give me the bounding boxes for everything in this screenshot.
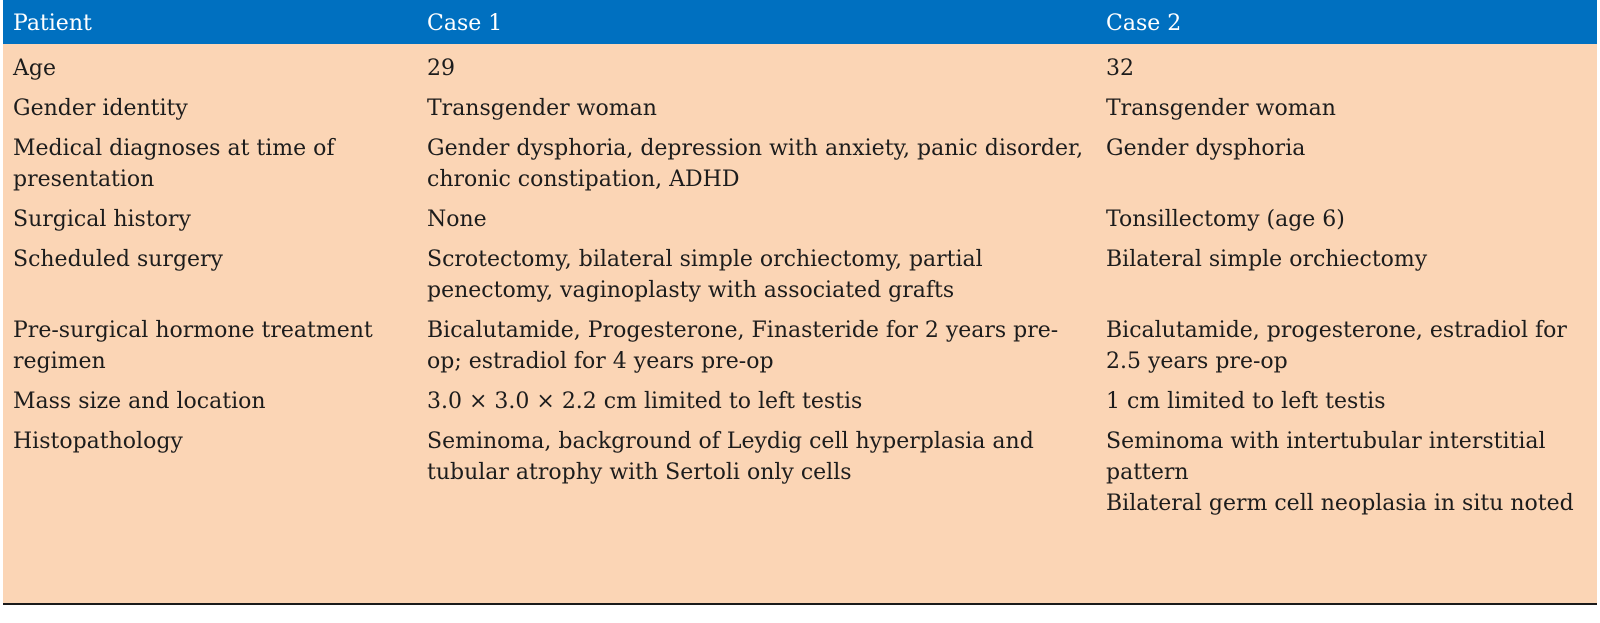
- table-row-mass-size-location: [3, 383, 1597, 423]
- case-1-value: 29: [427, 56, 455, 81]
- patient-case-table: [3, 0, 1597, 525]
- table-row-gender-identity: [3, 90, 1597, 130]
- table-row-scheduled-surgery: [3, 241, 1597, 312]
- patient-case-table-container: [3, 0, 1597, 605]
- row-label: Medical diagnoses at time of presentation: [13, 136, 335, 192]
- row-label: Histopathology: [13, 429, 183, 454]
- case-2-value: Gender dysphoria: [1106, 136, 1306, 161]
- case-1-value: Transgender woman: [427, 96, 657, 121]
- row-label: Surgical history: [13, 207, 191, 232]
- row-label: Scheduled surgery: [13, 247, 223, 272]
- case-1-value: Seminoma, background of Leydig cell hyperplasia and tubular atrophy with Sertoli only cells: [427, 429, 1034, 485]
- table-row-hormone-regimen: [3, 312, 1597, 383]
- header-case-1: Case 1: [427, 11, 503, 36]
- header-row: [3, 0, 1597, 44]
- table-header: [3, 0, 1597, 44]
- table-body: [3, 44, 1597, 525]
- table-row-surgical-history: [3, 201, 1597, 241]
- case-2-value: Bicalutamide, progesterone, estradiol for 2.5 years pre-op: [1106, 318, 1567, 374]
- case-2-value: 1 cm limited to left testis: [1106, 389, 1386, 414]
- case-1-value: 3.0 × 3.0 × 2.2 cm limited to left testis: [427, 389, 863, 414]
- case-1-value: Gender dysphoria, depression with anxiety, panic disorder, chronic constipation, ADHD: [427, 136, 1084, 192]
- table-row-histopathology: [3, 423, 1597, 525]
- row-label: Gender identity: [13, 96, 188, 121]
- row-label: Age: [13, 56, 56, 81]
- table-row-medical-diagnoses: [3, 130, 1597, 201]
- case-2-histopathology-line: Seminoma with intertubular interstitial pattern: [1106, 429, 1546, 485]
- case-2-value: 32: [1106, 56, 1134, 81]
- row-label: Pre-surgical hormone treatment regimen: [13, 318, 373, 374]
- case-1-value: Scrotectomy, bilateral simple orchiectomy, partial penectomy, vaginoplasty with associated grafts: [427, 247, 983, 303]
- table-row-age: [3, 44, 1597, 90]
- header-case-2: Case 2: [1106, 11, 1182, 36]
- case-2-value: [1096, 423, 1597, 525]
- case-2-value: Transgender woman: [1106, 96, 1336, 121]
- header-patient: Patient: [13, 11, 92, 36]
- case-2-value: Bilateral simple orchiectomy: [1106, 247, 1428, 272]
- row-label: Mass size and location: [13, 389, 266, 414]
- case-2-histopathology-note: Bilateral germ cell neoplasia in situ noted: [1106, 491, 1574, 516]
- case-2-value: Tonsillectomy (age 6): [1106, 207, 1345, 232]
- case-1-value: None: [427, 207, 487, 232]
- case-1-value: Bicalutamide, Progesterone, Finasteride for 2 years pre-op; estradiol for 4 years pre-op: [427, 318, 1059, 374]
